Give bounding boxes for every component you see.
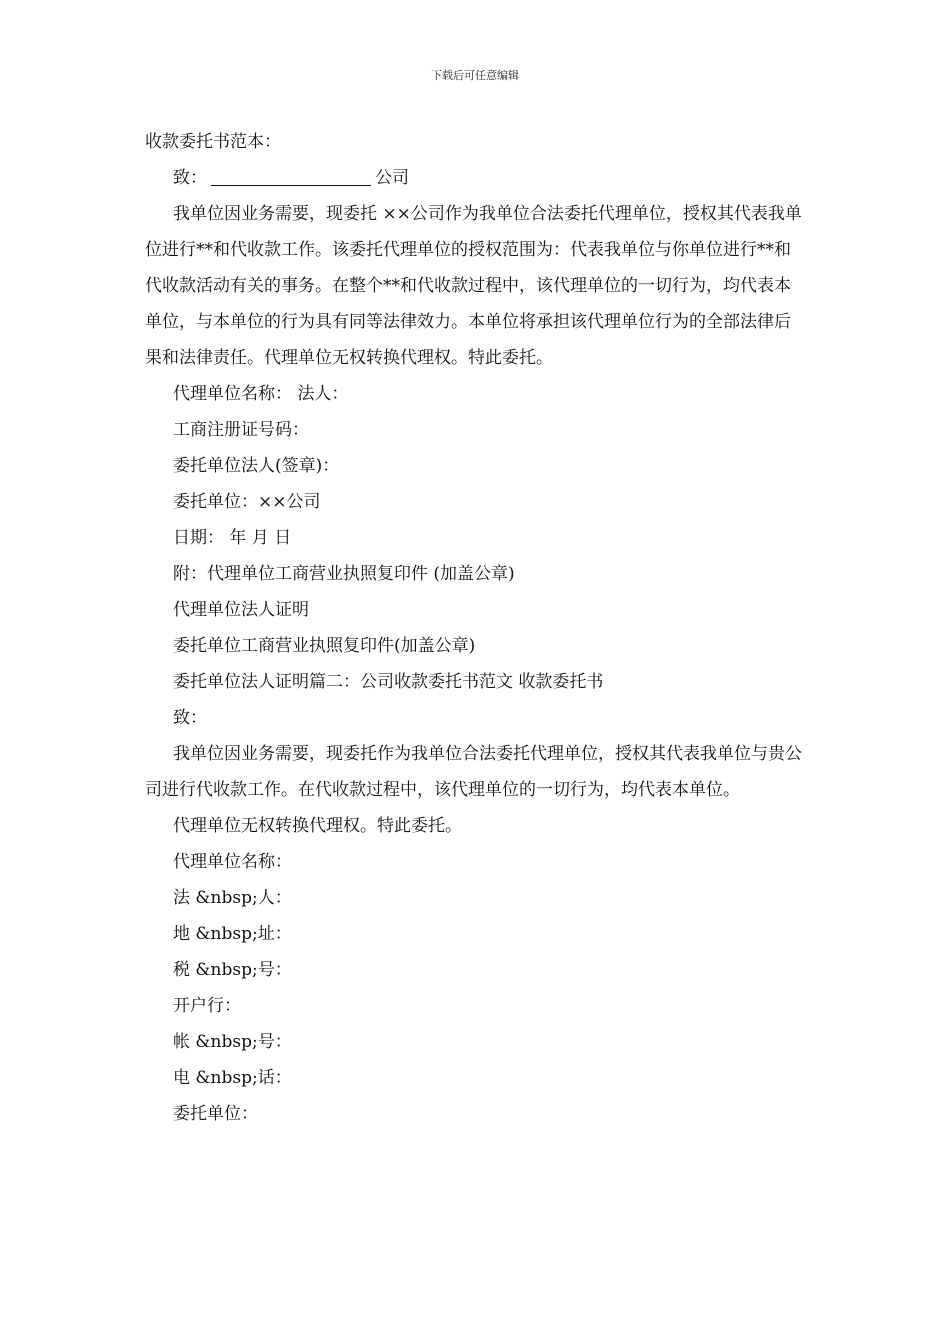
line-1-9: 致： [173, 708, 207, 728]
line-1-0: 代理单位名称： 法人： [173, 384, 349, 404]
line-2-1: 代理单位名称： [173, 852, 292, 872]
recipient-blank [211, 167, 371, 186]
paragraph-2: 我单位因业务需要，现委托作为我单位合法委托代理单位，授权其代表我单位与贵公司进行代收款工作。在代收款过程中，该代理单位的一切行为，均代表本单位。 [145, 744, 802, 800]
line-2-8: 委托单位： [173, 1104, 258, 1124]
document-title: 收款委托书范本： [145, 132, 281, 152]
to-prefix: 致： [173, 168, 207, 188]
line-1-8: 委托单位法人证明篇二：公司收款委托书范文 收款委托书 [173, 672, 604, 692]
line-2-7: 电 &nbsp;话： [173, 1068, 292, 1088]
line-1-5: 附：代理单位工商营业执照复印件 (加盖公章) [173, 564, 515, 584]
line-1-1: 工商注册证号码： [173, 420, 309, 440]
page-header: 下载后可任意编辑 [431, 69, 519, 82]
line-2-2: 法 &nbsp;人： [173, 888, 292, 908]
line-2-5: 开户行： [173, 996, 241, 1016]
paragraph-1: 我单位因业务需要，现委托 ××公司作为我单位合法委托代理单位，授权其代表我单位进行**和代收款工作。该委托代理单位的授权范围为：代表我单位与你单位进行**和代收款活动有关的事务。在整个**和代收款过程中，该代理单位的一切行为，均代表本单位，与本单位的行为具有同等法律效力。本单位将承担该代理单位行为的全部法律后果和法律责任。代理单位无权转换代理权。特此委托。 [145, 204, 802, 368]
line-1-4: 日期： 年 月 日 [173, 528, 292, 548]
to-line [145, 160, 807, 196]
document-body [145, 124, 807, 1132]
line-2-6: 帐 &nbsp;号： [173, 1032, 292, 1052]
line-2-0: 代理单位无权转换代理权。特此委托。 [173, 816, 462, 836]
line-1-3: 委托单位：××公司 [173, 492, 321, 512]
line-1-7: 委托单位工商营业执照复印件(加盖公章) [173, 636, 476, 656]
line-2-3: 地 &nbsp;址： [173, 924, 292, 944]
to-suffix: 公司 [375, 168, 409, 188]
line-2-4: 税 &nbsp;号： [173, 960, 292, 980]
line-1-6: 代理单位法人证明 [173, 600, 309, 620]
line-1-2: 委托单位法人(签章)： [173, 456, 340, 476]
